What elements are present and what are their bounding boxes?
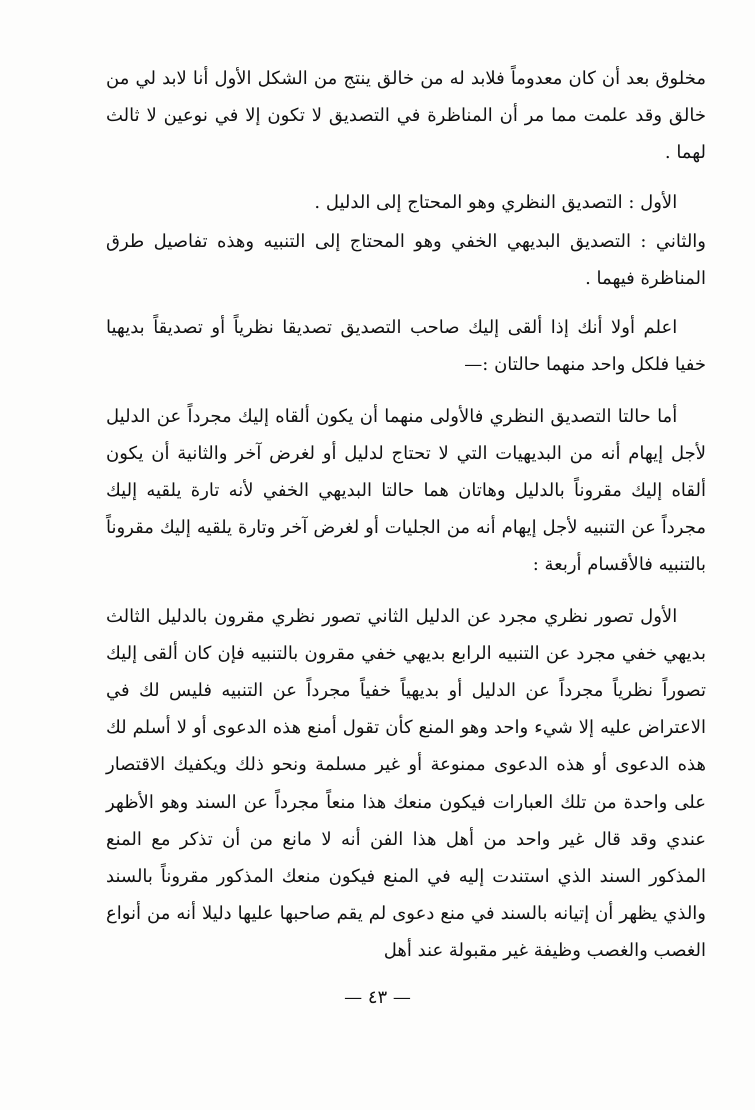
page-number: — ٤٣ — <box>344 987 411 1008</box>
paragraph-6: الأول تصور نظري مجرد عن الدليل الثاني تصور نظري مقرون بالدليل الثالث بديهي خفي مجرد عن التنبيه الرابع بديهي خفي مقرون بالتنبيه فإن كان ألقى إليك تصوراً نظرياً مجرداً عن الدليل أو بديهياً خفياً مجرداً عن التنبيه فليس لك في الاعتراض عليه إلا شيء واحد وهو المنع كأن تقول أمنع هذه الدعوى أو لا أسلم لك هذه الدعوى أو هذه الدعوى ممنوعة أو غير مسلمة ونحو ذلك ويكفيك الاقتصار على واحدة من تلك العبارات فيكون منعك هذا منعاً مجرداً عن السند وهو الأظهر عندي وقد قال غير واحد من أهل هذا الفن أنه لا مانع من أن تذكر مع المنع المذكور السند الذي استندت إليه في المنع فيكون منعك المذكور مقروناً بالسند والذي يظهر أن إتيانه بالسند في منع دعوى لم يقم صاحبها عليها دليلا أنه من أنواع الغصب والغصب وظيفة غير مقبولة عند أهل <box>106 605 706 962</box>
body-text <box>106 60 706 970</box>
paragraph-5: أما حالتا التصديق النظري فالأولى منهما أن يكون ألقاه إليك مجرداً عن الدليل لأجل إيهام أنه من البديهيات التي لا تحتاج لدليل أو لغرض آخر والثانية أن يكون ألقاه إليك مقروناً بالدليل وهاتان هما حالتا البديهي الخفي لأنه تارة يلقيه إليك مجرداً عن التنبيه لأجل إيهام أنه من الجليات أو لغرض آخر وتارة يلقيه إليك مقروناً بالتنبيه فالأقسام أربعة : <box>106 405 706 576</box>
paragraph-3: والثاني : التصديق البديهي الخفي وهو المحتاج إلى التنبيه وهذه تفاصيل طرق المناظرة فيهما . <box>106 230 706 290</box>
paragraph-2: الأول : التصديق النظري وهو المحتاج إلى الدليل . <box>314 191 678 213</box>
paragraph-4: اعلم أولا أنك إذا ألقى إليك صاحب التصديق تصديقا نظرياً أو تصديقاً بديهيا خفيا فلكل واحد منهما حالتان :— <box>106 317 706 376</box>
paragraph-1: مخلوق بعد أن كان معدوماً فلابد له من خالق ينتج من الشكل الأول أنا لابد لي من خالق وقد علمت مما مر أن المناظرة في التصديق لا تكون إلا في نوعين لا ثالث لهما . <box>106 68 706 164</box>
